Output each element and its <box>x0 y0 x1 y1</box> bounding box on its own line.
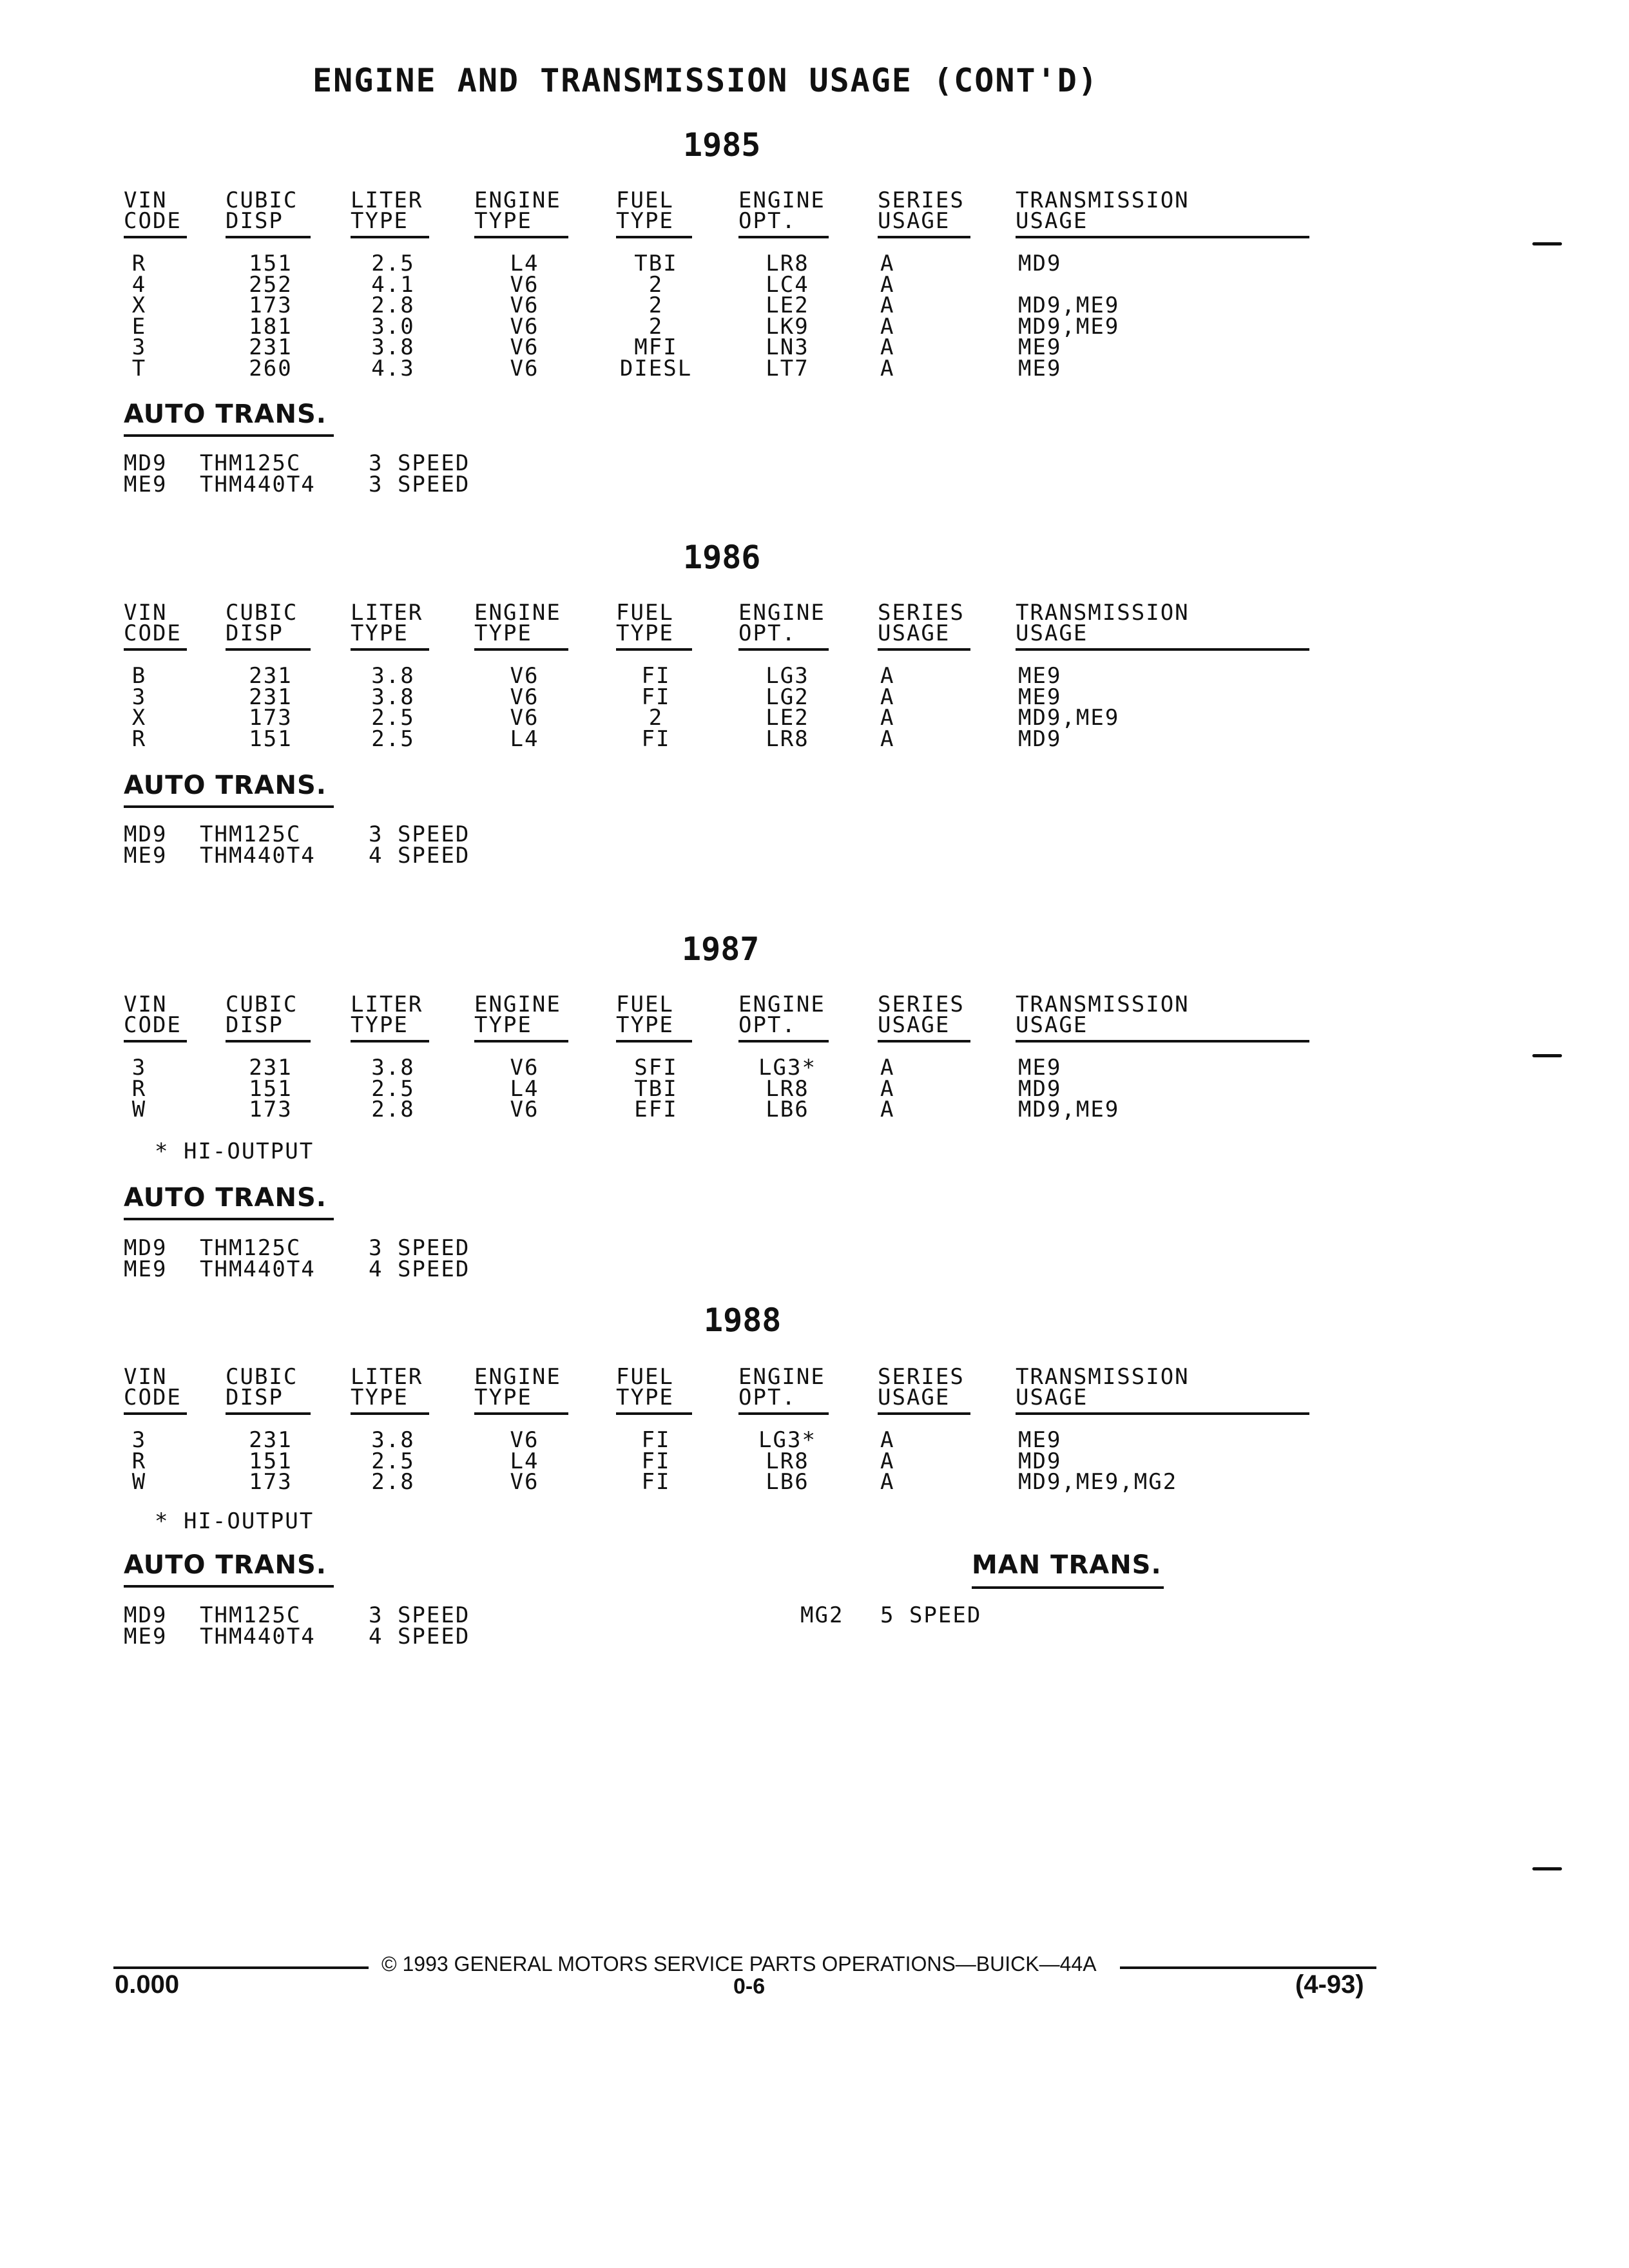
page-title: ENGINE AND TRANSMISSION USAGE (CONT'D) <box>313 62 1099 99</box>
table-cell: V6 <box>510 313 539 340</box>
table-cell: DIESL <box>619 356 693 381</box>
column-header-top: TRANSMISSION <box>1016 600 1190 626</box>
table-cell: A <box>880 313 895 340</box>
column-header-bottom: USAGE <box>878 208 950 234</box>
table-cell: LE2 <box>766 293 809 319</box>
table-cell: A <box>880 1427 895 1453</box>
auto-trans-cell: ME9 <box>124 1624 168 1649</box>
column-header-bottom: DISP <box>226 208 284 234</box>
auto-trans-cell: THM440T4 <box>200 1624 316 1649</box>
man-trans-cell: 5 SPEED <box>880 1602 982 1628</box>
auto-trans-cell: 3 SPEED <box>369 450 470 476</box>
column-header-bottom: USAGE <box>878 1385 950 1410</box>
column-header-rule <box>878 1412 970 1415</box>
column-header-top: ENGINE <box>474 1364 561 1390</box>
column-header-rule <box>351 236 429 238</box>
table-cell: 3 <box>131 334 147 361</box>
column-header-bottom: TYPE <box>616 1012 674 1038</box>
column-header-rule <box>351 648 429 651</box>
column-header-bottom: TYPE <box>474 620 532 646</box>
auto-trans-cell: MD9 <box>124 822 168 847</box>
column-header-top: ENGINE <box>738 1364 825 1390</box>
column-header-rule <box>738 1412 829 1415</box>
table-cell: 3.8 <box>371 334 415 361</box>
column-header-rule <box>878 236 970 238</box>
table-cell: FI <box>641 1448 671 1474</box>
column-header-rule <box>1016 236 1309 238</box>
column-header-rule <box>738 1040 829 1043</box>
auto-trans-cell: THM125C <box>200 1235 302 1261</box>
table-cell: R <box>131 1448 147 1474</box>
column-header-top: ENGINE <box>738 600 825 626</box>
table-cell: V6 <box>510 1055 539 1081</box>
column-header-bottom: USAGE <box>878 1012 950 1038</box>
table-cell: W <box>131 1097 147 1123</box>
column-header-top: TRANSMISSION <box>1016 187 1190 213</box>
column-header-rule <box>474 236 568 238</box>
column-header-bottom: TYPE <box>616 208 674 234</box>
column-header-bottom: OPT. <box>738 1385 796 1410</box>
table-cell: LR8 <box>766 726 809 752</box>
table-cell: MD9,ME9,MG2 <box>1018 1469 1178 1495</box>
revision-date: (4-93) <box>1295 1970 1364 1999</box>
column-header-top: LITER <box>351 1364 423 1390</box>
table-cell: 2 <box>648 313 664 340</box>
table-cell: X <box>131 705 147 731</box>
column-header-bottom: DISP <box>226 620 284 646</box>
column-header-top: VIN <box>124 187 168 213</box>
column-header-top: FUEL <box>616 187 674 213</box>
column-header-bottom: DISP <box>226 1012 284 1038</box>
column-header-rule <box>351 1040 429 1043</box>
table-cell: T <box>131 356 147 381</box>
column-header-rule <box>616 648 692 651</box>
auto-trans-cell: 3 SPEED <box>369 1602 470 1628</box>
man-trans-rule <box>972 1586 1164 1589</box>
table-cell: A <box>880 1097 895 1123</box>
table-cell: MFI <box>634 334 678 361</box>
table-cell: LG3* <box>758 1427 816 1453</box>
table-cell: LB6 <box>766 1097 809 1123</box>
table-cell: 231 <box>249 334 293 361</box>
table-cell: MD9,ME9 <box>1018 1097 1120 1123</box>
column-header-rule <box>124 1412 187 1415</box>
table-cell: LT7 <box>766 356 809 381</box>
column-header-top: CUBIC <box>226 600 298 626</box>
table-cell: 2.8 <box>371 293 415 319</box>
table-cell: 2.5 <box>371 726 415 752</box>
table-cell: LC4 <box>766 271 809 298</box>
table-cell: LN3 <box>766 334 809 361</box>
table-cell: 260 <box>249 356 293 381</box>
column-header-bottom: CODE <box>124 620 182 646</box>
column-header-bottom: TYPE <box>474 1012 532 1038</box>
column-header-top: VIN <box>124 600 168 626</box>
column-header-rule <box>1016 1412 1309 1415</box>
column-header-top: CUBIC <box>226 187 298 213</box>
auto-trans-cell: 3 SPEED <box>369 822 470 847</box>
column-header-rule <box>474 648 568 651</box>
column-header-rule <box>878 648 970 651</box>
man-trans-cell: MG2 <box>800 1602 844 1628</box>
table-cell: 2 <box>648 293 664 319</box>
table-cell: V6 <box>510 293 539 319</box>
table-cell: 3 <box>131 1427 147 1453</box>
table-cell: 2.8 <box>371 1097 415 1123</box>
table-cell: L4 <box>510 251 539 276</box>
table-cell: W <box>131 1469 147 1495</box>
table-cell: SFI <box>634 1055 678 1081</box>
column-header-bottom: DISP <box>226 1385 284 1410</box>
column-header-rule <box>474 1412 568 1415</box>
table-cell: ME9 <box>1018 684 1062 710</box>
table-cell: 173 <box>249 1469 293 1495</box>
table-cell: EFI <box>634 1097 678 1123</box>
column-header-top: SERIES <box>878 187 965 213</box>
table-cell: 231 <box>249 663 293 689</box>
column-header-rule <box>474 1040 568 1043</box>
table-cell: A <box>880 1469 895 1495</box>
footnote: * HI-OUTPUT <box>155 1139 314 1164</box>
column-header-rule <box>124 648 187 651</box>
table-cell: R <box>131 251 147 276</box>
column-header-bottom: TYPE <box>351 208 409 234</box>
table-cell: 151 <box>249 726 293 752</box>
table-cell: V6 <box>510 705 539 731</box>
table-cell: FI <box>641 1469 671 1495</box>
table-cell: V6 <box>510 663 539 689</box>
column-header-bottom: TYPE <box>474 208 532 234</box>
table-cell: 173 <box>249 1097 293 1123</box>
table-cell: 2.5 <box>371 705 415 731</box>
column-header-bottom: TYPE <box>351 620 409 646</box>
column-header-bottom: OPT. <box>738 1012 796 1038</box>
man-trans-heading: MAN TRANS. <box>972 1550 1162 1580</box>
table-cell: MD9,ME9 <box>1018 313 1120 340</box>
table-cell: ME9 <box>1018 334 1062 361</box>
table-cell: 173 <box>249 705 293 731</box>
column-header-bottom: USAGE <box>878 620 950 646</box>
auto-trans-heading: AUTO TRANS. <box>124 399 327 429</box>
auto-trans-cell: ME9 <box>124 472 168 497</box>
table-cell: 2 <box>648 705 664 731</box>
table-cell: MD9,ME9 <box>1018 293 1120 319</box>
auto-trans-cell: 4 SPEED <box>369 843 470 869</box>
table-cell: 3.8 <box>371 1055 415 1081</box>
auto-trans-cell: ME9 <box>124 1256 168 1282</box>
table-cell: V6 <box>510 334 539 361</box>
table-cell: 2.5 <box>371 251 415 276</box>
table-cell: MD9 <box>1018 1448 1062 1474</box>
auto-trans-heading: AUTO TRANS. <box>124 1550 327 1580</box>
table-cell: TBI <box>634 1075 678 1102</box>
column-header-rule <box>738 236 829 238</box>
footer-copyright: © 1993 GENERAL MOTORS SERVICE PARTS OPERATIONS—BUICK—44A <box>381 1952 1097 1975</box>
column-header-top: LITER <box>351 187 423 213</box>
auto-trans-cell: 4 SPEED <box>369 1624 470 1649</box>
auto-trans-cell: THM125C <box>200 450 302 476</box>
table-cell: A <box>880 251 895 276</box>
auto-trans-cell: MD9 <box>124 1602 168 1628</box>
table-cell: FI <box>641 726 671 752</box>
table-cell: L4 <box>510 726 539 752</box>
footer-rule-left <box>113 1966 369 1969</box>
year-heading: 1988 <box>704 1302 782 1339</box>
table-cell: LE2 <box>766 705 809 731</box>
table-cell: ME9 <box>1018 1055 1062 1081</box>
table-cell: 3.8 <box>371 1427 415 1453</box>
year-heading: 1986 <box>683 539 761 576</box>
year-heading: 1985 <box>683 126 761 164</box>
table-cell: 173 <box>249 293 293 319</box>
table-cell: 2.5 <box>371 1075 415 1102</box>
column-header-top: SERIES <box>878 600 965 626</box>
table-cell: V6 <box>510 356 539 381</box>
table-cell: A <box>880 271 895 298</box>
table-cell: 231 <box>249 684 293 710</box>
margin-mark <box>1532 1867 1562 1870</box>
column-header-bottom: USAGE <box>1016 1385 1088 1410</box>
column-header-bottom: TYPE <box>351 1385 409 1410</box>
table-cell: 151 <box>249 1448 293 1474</box>
auto-trans-rule <box>124 1585 334 1588</box>
table-cell: 4.1 <box>371 271 415 298</box>
column-header-top: FUEL <box>616 992 674 1017</box>
auto-trans-rule <box>124 434 334 437</box>
table-cell: A <box>880 705 895 731</box>
table-cell: 3.8 <box>371 663 415 689</box>
auto-trans-cell: ME9 <box>124 843 168 869</box>
column-header-top: SERIES <box>878 1364 965 1390</box>
margin-mark <box>1532 1054 1562 1057</box>
column-header-rule <box>351 1412 429 1415</box>
table-cell: LG3 <box>766 663 809 689</box>
table-cell: A <box>880 1448 895 1474</box>
table-cell: FI <box>641 1427 671 1453</box>
column-header-bottom: USAGE <box>1016 620 1088 646</box>
auto-trans-cell: THM125C <box>200 1602 302 1628</box>
column-header-bottom: TYPE <box>351 1012 409 1038</box>
table-cell: MD9 <box>1018 726 1062 752</box>
column-header-rule <box>616 1412 692 1415</box>
table-cell: 2.8 <box>371 1469 415 1495</box>
table-cell: A <box>880 726 895 752</box>
table-cell: 231 <box>249 1427 293 1453</box>
year-heading: 1987 <box>682 930 760 968</box>
column-header-rule <box>616 236 692 238</box>
column-header-rule <box>878 1040 970 1043</box>
table-cell: MD9 <box>1018 251 1062 276</box>
column-header-bottom: OPT. <box>738 620 796 646</box>
column-header-bottom: TYPE <box>616 620 674 646</box>
auto-trans-cell: MD9 <box>124 1235 168 1261</box>
footnote: * HI-OUTPUT <box>155 1508 314 1534</box>
table-cell: FI <box>641 684 671 710</box>
table-cell: 231 <box>249 1055 293 1081</box>
table-cell: L4 <box>510 1448 539 1474</box>
table-cell: LR8 <box>766 1448 809 1474</box>
table-cell: E <box>131 313 147 340</box>
table-cell: 3 <box>131 1055 147 1081</box>
column-header-top: ENGINE <box>474 187 561 213</box>
column-header-rule <box>738 648 829 651</box>
table-cell: 4.3 <box>371 356 415 381</box>
column-header-rule <box>226 648 311 651</box>
column-header-rule <box>1016 648 1309 651</box>
column-header-bottom: CODE <box>124 1012 182 1038</box>
column-header-top: LITER <box>351 600 423 626</box>
table-cell: A <box>880 663 895 689</box>
column-header-top: CUBIC <box>226 1364 298 1390</box>
table-cell: A <box>880 334 895 361</box>
table-cell: V6 <box>510 1427 539 1453</box>
column-header-top: CUBIC <box>226 992 298 1017</box>
column-header-rule <box>1016 1040 1309 1043</box>
table-cell: 4 <box>131 271 147 298</box>
auto-trans-cell: THM125C <box>200 822 302 847</box>
table-cell: A <box>880 1055 895 1081</box>
table-cell: V6 <box>510 1469 539 1495</box>
table-cell: X <box>131 293 147 319</box>
auto-trans-cell: THM440T4 <box>200 472 316 497</box>
auto-trans-heading: AUTO TRANS. <box>124 1183 327 1213</box>
table-cell: ME9 <box>1018 1427 1062 1453</box>
column-header-rule <box>124 236 187 238</box>
table-cell: 151 <box>249 1075 293 1102</box>
column-header-bottom: USAGE <box>1016 1012 1088 1038</box>
table-cell: FI <box>641 663 671 689</box>
page-number: 0-6 <box>733 1974 766 1999</box>
table-cell: 3.8 <box>371 684 415 710</box>
auto-trans-rule <box>124 805 334 808</box>
table-cell: ME9 <box>1018 663 1062 689</box>
column-header-top: ENGINE <box>474 992 561 1017</box>
auto-trans-cell: MD9 <box>124 450 168 476</box>
section-number: 0.000 <box>115 1970 180 1999</box>
column-header-top: FUEL <box>616 1364 674 1390</box>
table-cell: A <box>880 1075 895 1102</box>
table-cell: A <box>880 684 895 710</box>
column-header-bottom: TYPE <box>474 1385 532 1410</box>
column-header-top: LITER <box>351 992 423 1017</box>
auto-trans-heading: AUTO TRANS. <box>124 771 327 800</box>
column-header-rule <box>226 1412 311 1415</box>
table-cell: R <box>131 1075 147 1102</box>
column-header-bottom: CODE <box>124 1385 182 1410</box>
column-header-top: FUEL <box>616 600 674 626</box>
column-header-bottom: CODE <box>124 208 182 234</box>
column-header-top: TRANSMISSION <box>1016 992 1190 1017</box>
auto-trans-cell: THM440T4 <box>200 1256 316 1282</box>
column-header-top: SERIES <box>878 992 965 1017</box>
table-cell: LB6 <box>766 1469 809 1495</box>
margin-mark <box>1532 242 1562 245</box>
table-cell: R <box>131 726 147 752</box>
table-cell: A <box>880 293 895 319</box>
table-cell: ME9 <box>1018 356 1062 381</box>
column-header-bottom: TYPE <box>616 1385 674 1410</box>
table-cell: MD9 <box>1018 1075 1062 1102</box>
table-cell: 151 <box>249 251 293 276</box>
auto-trans-cell: 4 SPEED <box>369 1256 470 1282</box>
column-header-rule <box>616 1040 692 1043</box>
column-header-top: VIN <box>124 1364 168 1390</box>
table-cell: V6 <box>510 684 539 710</box>
table-cell: L4 <box>510 1075 539 1102</box>
table-cell: 3.0 <box>371 313 415 340</box>
table-cell: LK9 <box>766 313 809 340</box>
table-cell: 3 <box>131 684 147 710</box>
table-cell: LG2 <box>766 684 809 710</box>
table-cell: LR8 <box>766 251 809 276</box>
table-cell: 252 <box>249 271 293 298</box>
column-header-rule <box>226 236 311 238</box>
column-header-top: TRANSMISSION <box>1016 1364 1190 1390</box>
auto-trans-rule <box>124 1218 334 1220</box>
auto-trans-cell: 3 SPEED <box>369 1235 470 1261</box>
table-cell: V6 <box>510 271 539 298</box>
column-header-top: ENGINE <box>474 600 561 626</box>
column-header-bottom: USAGE <box>1016 208 1088 234</box>
auto-trans-cell: THM440T4 <box>200 843 316 869</box>
table-cell: LR8 <box>766 1075 809 1102</box>
table-cell: 2.5 <box>371 1448 415 1474</box>
table-cell: 181 <box>249 313 293 340</box>
column-header-rule <box>124 1040 187 1043</box>
table-cell: 2 <box>648 271 664 298</box>
table-cell: TBI <box>634 251 678 276</box>
auto-trans-cell: 3 SPEED <box>369 472 470 497</box>
column-header-top: ENGINE <box>738 992 825 1017</box>
table-cell: B <box>131 663 147 689</box>
column-header-rule <box>226 1040 311 1043</box>
table-cell: V6 <box>510 1097 539 1123</box>
footer-rule-right <box>1120 1966 1376 1969</box>
column-header-top: ENGINE <box>738 187 825 213</box>
table-cell: LG3* <box>758 1055 816 1081</box>
column-header-bottom: OPT. <box>738 208 796 234</box>
table-cell: A <box>880 356 895 381</box>
table-cell: MD9,ME9 <box>1018 705 1120 731</box>
column-header-top: VIN <box>124 992 168 1017</box>
